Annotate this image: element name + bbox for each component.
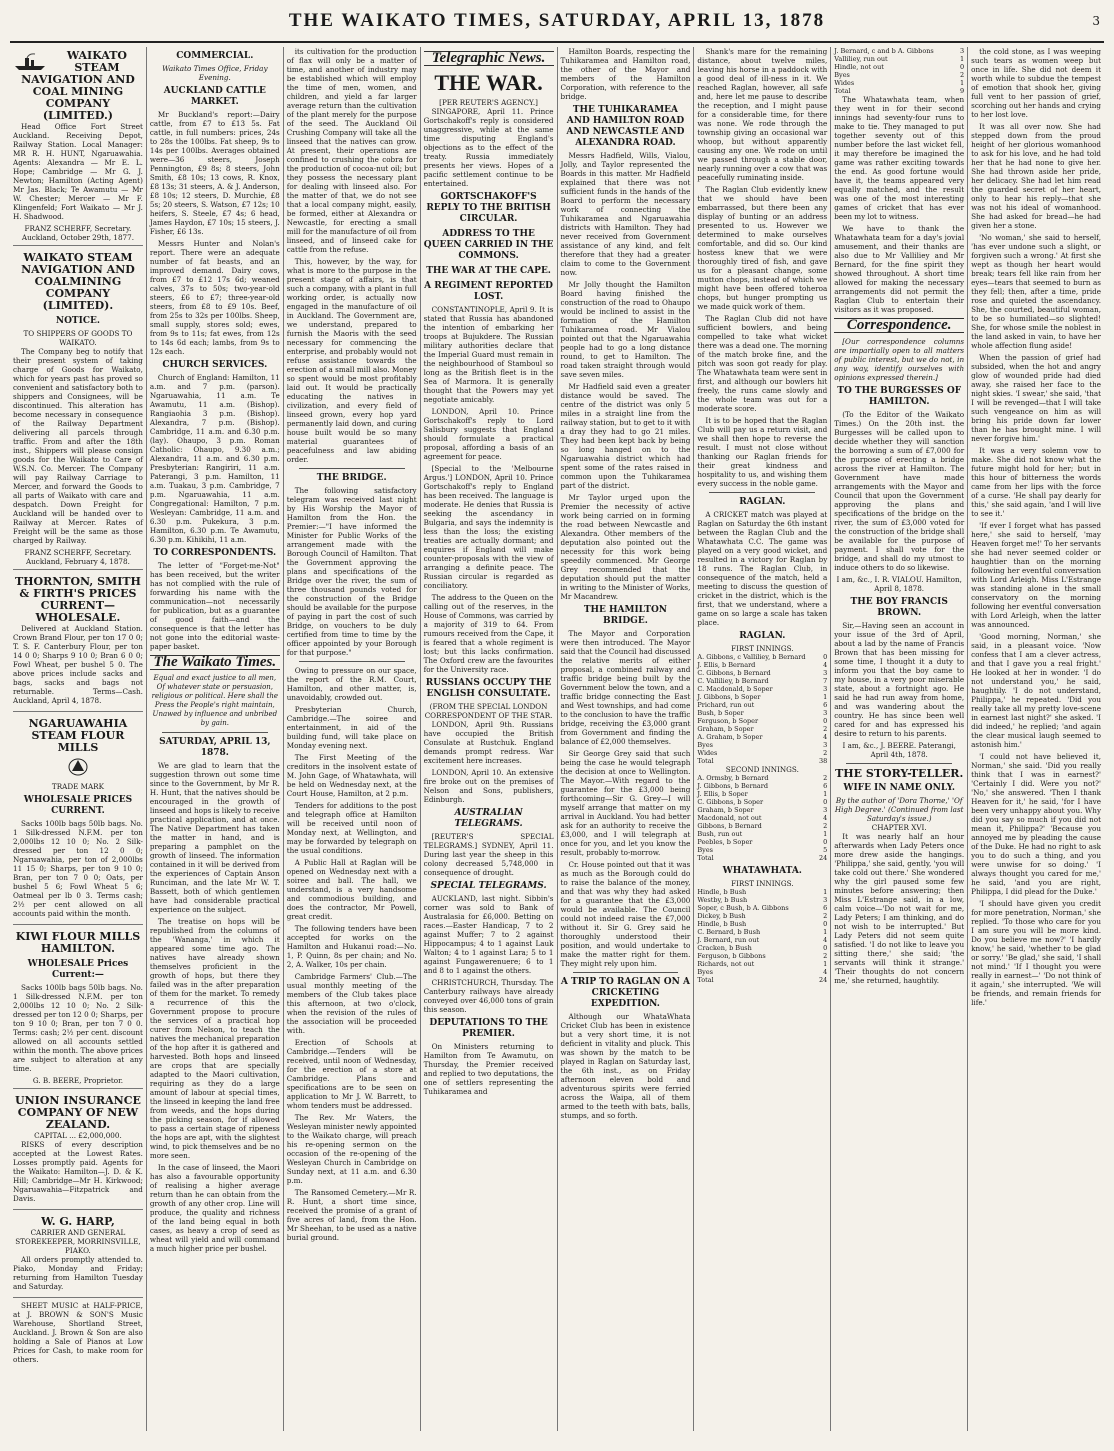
- column-5: [558, 47, 695, 1431]
- article-paragraph: LONDON, April 10. Prince Gortschakoff's reply to Lord Salisbury suggests that England should formulate a practical proposal, affording a basis of an agreement for peace.: [423, 407, 554, 461]
- story-paragraph: It was nearly half an hour afterwards when Lady Peters once more drew aside the hangings. 'Philippa,' she said, gently, 'you will take cold out there.' She wondered why the girl paused some few minutes before answering; then Miss L'Estrange said, in a low, calm voice—'Do not wait for me, Lady Peters; I am thinking, and do not wish to be interrupted.' But Lady Peters did not seem quite satisfied. 'I do not like to leave you sitting there,' she said; 'the servants will think it strange.' 'Their thoughts do not concern me,' she returned, haughtily.: [834, 832, 965, 985]
- batsman: Dickey, b Bush: [697, 912, 746, 920]
- letter-paragraph: (To the Editor of the Waikato Times.) On the 20th inst. the Burgesses will be called upon to decide whether they will sanction the borrowing a sum of £7,000 for the purpose of erecting a bridge across the river at Hamilton. The Government have made arrangements with the Mayor and Council that upon the Government approving the plans and specifications of the bridge on the river, the sum of £3,000 voted for the construction of the bridge shall be available for the purpose of payment. I shall vote for the bridge, and shall do my utmost to induce others to do so likewise.: [834, 410, 965, 572]
- article-paragraph: Sir George Grey said that such being the case he would telegraph the decision at once to Wellington. The Mayor.—With regard to the guarantee for the £3,000 being forthcoming—Sir G. Grey—I will myself arrange that matter on my arrival in Auckland. You had better ask for an authority to receive the £3,000, and I will telegraph at once for you, and let you know the result, probably to-morrow.: [560, 749, 691, 857]
- batsman: Valliliey, run out: [834, 55, 888, 63]
- batsman: Peebles, b Soper: [697, 838, 753, 846]
- ad-body: Head Office Fort Street Auckland. Receiving Depot, Railway Station. Local Manager: MR R. H. HUNT, Ngaruawahia. Agents: Alexandra — Mr E. L. Hope; Cambridge — Mr G. J. Newton; Hamilton (Acting Agent) Mr Jas. Black; Te Awamutu — Mr W. Chester; Mercer — Mr F. Klingenfeld; Fort Waikato — Mr J. H. Shadwood.: [13, 122, 143, 221]
- correspondence-heading: Correspondence.: [834, 318, 964, 333]
- runs: 2: [823, 952, 828, 960]
- batsman: Ferguson, b Gibbons: [697, 952, 766, 960]
- divider: [299, 661, 405, 662]
- ad-subtitle: TO SHIPPERS OF GOODS TO WAIKATO.: [23, 329, 133, 347]
- batsman: Byes: [834, 71, 850, 79]
- batsman: C. Gibbons, b Bernard: [697, 669, 771, 677]
- section-heading: THE BRIDGE.: [316, 473, 387, 483]
- article-paragraph: CHRISTCHURCH, Thursday. The Canterbury railways have already conveyed over 46,000 tons of grain this season.: [423, 978, 554, 1014]
- article-paragraph: Church of England: Hamilton, 11 a.m. and 7 p.m. (parson). Ngaruawahia, 11 a.m. Te Awamutu, 11 a.m. (Bishop). Rangiaohia 3 p.m. (Bishop). Alexandra, 7 p.m. (Bishop). Cambridge, 11 a.m. and 6.30 p.m. (lay). Ohaupo, 3 p.m. Roman Catholic: Ohaupo, 9.30 a.m.; Alexandra, 11 a.m. and 6.30 p.m. Presbyterian: Rangiriri, 11 a.m. Paterangi, 3 p.m. Hamilton, 11 a.m. Tuakau, 3 p.m. Cambridge, 7 p.m. Ngaruawahia, 11 a.m. Congregational: Hamilton, 7 p.m. Wesleyan: Cambridge, 11 a.m. and 6.30 p.m. Pukekura, 3 p.m. Hamilton, 6.30 p.m. Te Awamutu, 6.30 p.m. Kihikihi, 11 a.m.: [149, 373, 280, 544]
- agency-line: [PER REUTER'S AGENCY.]: [439, 98, 538, 107]
- score-row: [697, 806, 827, 814]
- ad-signature: FRANZ SCHERFF, Secretary. Auckland, October 29th, 1877.: [21, 224, 134, 242]
- column-3: [284, 47, 421, 1431]
- column-1: [10, 47, 147, 1431]
- runs: 3: [823, 741, 828, 749]
- batsman: J. Ellis, b Soper: [697, 790, 748, 798]
- column-8: [968, 47, 1104, 1431]
- score-row: [697, 782, 827, 790]
- runs: 3: [823, 896, 828, 904]
- score-row: [697, 854, 827, 862]
- column-7: [831, 47, 968, 1431]
- news-item: Tenders for additions to the post and telegraph office at Hamilton will be received until noon of Monday next, at Wellington, and may be forwarded by telegraph on the usual conditions.: [286, 801, 417, 855]
- runs: 38: [818, 757, 828, 765]
- score-row: [834, 87, 964, 95]
- runs: 0: [959, 63, 965, 71]
- article-paragraph: AUCKLAND, last night. Sibbin's corner was sold to Bank of Australasia for £6,000. Betting on races.—Easter Handicap, 7 to 2 against Muffer; 7 to 2 against Hippocampus; 4 to 1 against Lauk Walton; 4 to 1 against Lara; 5 to 1 against Fungawerenuere; 6 to 1 and 8 to 1 against the others.: [423, 894, 554, 975]
- batsman: Prichard, run out: [697, 701, 755, 709]
- batsman: Ferguson, b Soper: [697, 717, 759, 725]
- runs: 0: [823, 717, 828, 725]
- ad-title: UNION INSURANCE COMPANY OF NEW ZEALAND.: [15, 1094, 141, 1131]
- article-paragraph: Messrs Hadfield, Wills, Vialou, Jolly, and Taylor represented the Boards in this matter. Mr Hadfield explained that there was not sufficient funds in the hands of the Board to perform the necessary work of connecting the Tuhikaramea and Ngaruawahia districts with Hamilton. They had never received from Government assistance of any kind, and felt therefore that they had a greater claim to come to the Government now.: [560, 151, 691, 277]
- score-row: [697, 896, 827, 904]
- news-item: A Public Hall at Raglan will be opened on Wednesday next with a soiree and ball. The hall, we understand, is a very handsome and commodious building, and does the contractor, Mr Powell, great credit.: [286, 858, 417, 921]
- article-paragraph: CONSTANTINOPLE, April 9. It is stated that Russia has abandoned the intention of embarking her troops at Bujukdere. The Russian military authorities declare that the Imperial Guard must remain in the neighbourhood of Stamboul so long as the British fleet is in the Sea of Marmora. It is generally thought that the Powers may yet negotiate amicably.: [423, 305, 554, 404]
- runs: 0: [823, 944, 828, 952]
- section-heading: RAGLAN.: [739, 497, 786, 507]
- runs: 3: [823, 709, 828, 717]
- column-4: [421, 47, 558, 1431]
- innings-label: FIRST INNINGS.: [731, 879, 794, 888]
- scoreboard-raglan-second: [697, 774, 827, 862]
- batsman: J. Ellis, b Bernard: [697, 661, 756, 669]
- masthead-title: THE WAIKATO TIMES, SATURDAY, APRIL 13, 1878: [288, 10, 826, 31]
- ad-body: Sacks 100lb bags 50lb bags. No. 1 Silk-dressed N.F.M. per ton 2,000lbs 12 10 0; No. 2 Silk-dressed per ton 12 0 0; Sharps, per ton 9 10 0; Bran, per ton 7 0 0. Terms: cash; 2½ per cent. discount allowed on all accounts settled within the month. The above prices are subject to alteration at any time.: [13, 983, 143, 1073]
- batsman: Cracken, b Bush: [697, 944, 752, 952]
- runs: 1: [823, 830, 828, 838]
- story-paragraph: 'I should have given you credit for more penetration, Norman,' she replied. 'To those who care for you I am sure you will be more kind. Do you believe me now?' 'I hardly know,' he said, 'whether to be glad or sorry.' 'Be glad,' she said, 'I shall not mind.' 'If I thought you were really in earnest—' 'Do not think of it again,' she interrupted. 'We will be friends, and remain friends for life.': [971, 899, 1101, 1007]
- news-item: The following tenders have been accepted for works on the Hamilton and Hukanui road:—No. 1, P. Quinn, 8s per chain; and No. 2, A. Walker, 10s per chain.: [286, 924, 417, 969]
- runs: 4: [823, 968, 828, 976]
- batsman: A. Ormsby, b Bernard: [697, 774, 769, 782]
- article-paragraph: Although our WhataWhata Cricket Club has been in existence but a very short time, it is not deficient in vitality and pluck. This was shown by the match to be played in Raglan on Saturday last, the 6th inst., as on Friday afternoon eleven bold and adventurous spirits were ferried across the Waipa, all of them armed to the teeth with bats, balls, stumps, and so forth.: [560, 1012, 691, 1120]
- score-row: [697, 749, 827, 757]
- batsman: Westby, b Bush: [697, 896, 748, 904]
- score-row: [697, 701, 827, 709]
- article-paragraph: The address to the Queen on the calling out of the reserves, in the House of Commons, was carried by a majority of 319 to 64. From rumours received from the Cape, it is feared that a whole regiment is lost; but this lacks confirmation. The Oxford crew are the favourites for the University race.: [423, 593, 554, 674]
- runs: 6: [823, 701, 828, 709]
- ad-notice: NOTICE.: [55, 316, 100, 326]
- ad-subtitle: CARRIER AND GENERAL STOREKEEPER, MORRINSVILLE, PIAKO.: [15, 1228, 141, 1255]
- batsman: Total: [697, 854, 714, 862]
- ad-title: WAIKATO STEAM NAVIGATION AND COAL MINING COMPANY (LIMITED.): [21, 49, 135, 122]
- batsman: C. Valliliey, b Bernard: [697, 677, 769, 685]
- runs: 3: [823, 806, 828, 814]
- innings-label: SECOND INNINGS.: [725, 765, 799, 774]
- runs: 3: [823, 669, 828, 677]
- article-paragraph: The Mayor and Corporation were then introduced. The Mayor said that the Council had discussed the relative merits of either proposal, a combined railway and traffic bridge being built by the Government below the town, and a traffic bridge connecting the East and West townships, and had come to the conclusion to have the traffic bridge, receiving the £3,000 grant from Government and finding the balance of £2,000 themselves.: [560, 629, 691, 746]
- ad-subtitle: WHOLESALE PRICES CURRENT.: [23, 795, 133, 816]
- runs: 0: [823, 920, 828, 928]
- column-2: [147, 47, 284, 1431]
- score-row: [697, 725, 827, 733]
- batsman: Hindle, b Bush: [697, 888, 747, 896]
- section-heading: SPECIAL TELEGRAMS.: [430, 881, 547, 891]
- ad-steam-navigation: [13, 47, 143, 246]
- news-item: Cambridge Farmers' Club.—The usual monthly meeting of the members of the Club takes place this afternoon, at two o'clock, when the revision of the rules of the association will be proceeded with.: [286, 972, 417, 1035]
- scoreboard-heading: RAGLAN.: [739, 631, 786, 641]
- batsman: C. Gibbons, b Soper: [697, 798, 764, 806]
- story-paragraph: 'Good morning, Norman,' she said, in a pleasant voice. 'Now confess that I am a clever actress, and that I gave you a real fright.' He looked at her in wonder. 'I do not understand you,' he said, haughtily. 'I do not understand, Philippa,' he repeated. 'Did you really take all my pretty love-scene in earnest last night?' she asked. 'I did indeed,' he replied; 'and again the clear musical laugh seemed to astonish him.': [971, 632, 1101, 749]
- score-row: [697, 904, 827, 912]
- editorial-dateline: SATURDAY, APRIL 13, 1878.: [159, 737, 271, 758]
- scoreboard-raglan-first: [697, 653, 827, 765]
- article-paragraph: The Whatawhata team, when they went in for their second innings had seventy-four runs to make to tie. They managed to put together seventy out of this number before the last wicket fell, it may therefore be imagined the game was rather exciting towards the end. As good fortune would have it, the teams appeared very equally matched, and the result was one of the most interesting games of cricket that has ever been my lot to witness.: [834, 95, 965, 221]
- score-row: [697, 653, 827, 661]
- ad-kiwi-mills: [13, 928, 143, 1089]
- section-heading: RUSSIANS OCCUPY THE ENGLISH CONSULTATE.: [425, 678, 552, 699]
- batsman: Macdonald, not out: [697, 814, 762, 822]
- score-row: [834, 79, 964, 87]
- letter-signature: I am, &c., J. BEERE. Paterangi, April 4th, 1878.: [842, 741, 956, 759]
- news-item: The First Meeting of the creditors in the insolvent estate of M. John Gage, of Whatawhata, will be held on Wednesday next, at the Court House, Hamilton, at 2 p.m.: [286, 753, 417, 798]
- runs: 0: [823, 798, 828, 806]
- ad-title: NGARUAWAHIA STEAM FLOUR MILLS: [28, 717, 128, 754]
- news-item: The Ransomed Cemetery.—Mr R. R. Hunt, a short time since, received the promise of a grant of five acres of land, from the Hon. Mr Sheehan, to be used as a native burial ground.: [286, 1188, 417, 1242]
- article-paragraph: We have to thank the Whatawhata team for a day's jovial amusement, and their thanks are also due to Mr Valliliey and Mr Bernard, for the fine spirit they showed throughout. A short time allowed for making the necessary arrangements did not permit the Raglan Club to entertain their visitors as it was proposed.: [834, 224, 965, 314]
- score-row: [697, 838, 827, 846]
- runs: 1: [823, 888, 828, 896]
- scoreboard-whatawhata-second: [834, 47, 964, 95]
- batsman: Graham, b Soper: [697, 806, 754, 814]
- batsman: J. Bernard, c and b A. Gibbons: [834, 47, 934, 55]
- batsman: Byes: [697, 846, 714, 854]
- newspaper-page: [10, 10, 1104, 1431]
- divider: [162, 732, 268, 733]
- ad-capital: CAPITAL ... £2,000,000.: [34, 1131, 122, 1140]
- batsman: Bush, b Soper: [697, 709, 744, 717]
- score-row: [697, 685, 827, 693]
- runs: 1: [823, 960, 828, 968]
- runs: 0: [823, 653, 828, 661]
- score-row: [697, 757, 827, 765]
- batsman: Wides: [697, 749, 718, 757]
- letter-signature: I am, &c., I. R. VIALOU. Hamilton, April 8, 1878.: [836, 575, 962, 593]
- story-paragraph: When the passion of grief had subsided, when the hot and angry glow of wounded pride had died away, she raised her face to the night skies. 'I swear,' she said, 'that I will be revenged—that I will take such vengeance on him as will bring his pride down far lower than he has brought mine. I will never forgive him.': [971, 353, 1101, 443]
- score-row: [697, 960, 827, 968]
- runs: 4: [823, 936, 828, 944]
- news-item: The Rev. Mr Waters, the Wesleyan minister newly appointed to the Waikato charge, will preach his re-opening sermon on the occasion of the re-opening of the Wesleyan Church in Cambridge on Sunday next, at 11 a.m. and 6.30 p.m.: [286, 1113, 417, 1185]
- score-row: [697, 936, 827, 944]
- runs: 4: [823, 814, 828, 822]
- ad-carrier: [13, 1213, 143, 1298]
- score-row: [697, 912, 827, 920]
- score-row: [697, 661, 827, 669]
- runs: 2: [823, 749, 828, 757]
- article-paragraph: The letter of "Forget-me-Not" has been received, but the writer has not complied with the rule of forwarding his name with the communication—not necessarily for publication, but as a guarantee of good faith—and the consequence is that the letter has not gone into the editorial waste-paper basket.: [149, 561, 280, 651]
- runs: 2: [823, 822, 828, 830]
- article-paragraph: It is to be hoped that the Raglan Club will pay us a return visit, and we shall then hope to reverse the result. I must not close without thanking our Raglan friends for their great kindness and hospitality to us, and wishing them every success in the noble game.: [697, 416, 828, 488]
- section-heading: CHURCH SERVICES.: [162, 360, 268, 370]
- section-heading: A REGIMENT REPORTED LOST.: [424, 281, 553, 302]
- batsman: J. Bernard, run out: [697, 936, 760, 944]
- score-row: [834, 63, 964, 71]
- masthead: [10, 10, 1104, 43]
- steamship-icon: [13, 52, 47, 72]
- batsman: A. Gibbons, c Valliliey, b Bernard: [697, 653, 806, 661]
- section-heading: TO THE BURGESSES OF HAMILTON.: [837, 386, 962, 407]
- article-paragraph: Cr. House pointed out that it was as much as the Borough could do to raise the balance of the money, and that was why they had asked for a guarantee that the £3,000 would be available. The Council could not indeed raise the £7,000 without it. Sir G. Grey said he thoroughly understood their position, and would undertake to make the matter right for them. They might rely upon him.: [560, 860, 691, 968]
- article-paragraph: Messrs Hunter and Nolan's report. There were an adequate number of fat beasts, and an improved demand. Dairy cows, from £7 to £12 17s 6d; weaned calves, 37s to 50s; two-year-old steers, £6 to £7; three-year-old steers, from £8 to £9 10s. Beef, from 25s to 32s per 100lbs. Sheep, small supply, stores sold; ewes, from 9s to 11s; fat ewes, from 12s to 14s 6d each; lambs, from 9s to 12s each.: [149, 239, 280, 356]
- runs: 3: [959, 47, 965, 55]
- batsman: Byes: [697, 741, 714, 749]
- editorial-paragraph: In the case of linseed, the Maori has also a favourable opportunity of realising a higher average return than he can obtain from the growth of any other crop. Line will produce, the quality and richness of the land being equal in both cases, as heavy a crop of seed as wheat will yield and will command a much higher price per bushel.: [149, 1163, 280, 1253]
- ad-body: Sacks 100lb bags 50lb bags. No. 1 Silk-dressed N.F.M. per ton 2,000lbs 12 10 0; No. 2 Silk-dressed per ton 12 0 0; Ngaruawahia, per ton of 2,000lbs 11 15 0; Sharps, per ton 9 10 0; Bran, per ton 7 0 0; Oats, per bushel 5 6; Fowl Wheat 5 6; Oatmeal per lb 0 3. Terms cash; 2½ per cent allowed on all accounts paid within the month.: [13, 819, 143, 918]
- runs: 1: [959, 55, 965, 63]
- batsman: Richards, not out: [697, 960, 755, 968]
- article-paragraph: SINGAPORE, April 11. Prince Gortschakoff's reply is considered unaggressive, while at the same time disputing England's objections as to the effect of the treaty. Russia immediately presents her views. Hopes of a pacific settlement continue to be entertained.: [423, 107, 554, 188]
- batsman: Wides: [834, 79, 855, 87]
- ad-prices-current: [13, 573, 143, 712]
- story-title: WIFE IN NAME ONLY.: [843, 783, 956, 793]
- runs: 5: [823, 846, 828, 854]
- section-heading: DEPUTATIONS TO THE PREMIER.: [429, 1018, 548, 1039]
- runs: 6: [823, 904, 828, 912]
- section-heading: GORTSCHAKOFF'S REPLY TO THE BRITISH CIRCULAR.: [426, 192, 551, 224]
- score-row: [697, 928, 827, 936]
- story-paragraph: It was all over now. She had stepped down from the proud height of her glorious womanhood to ask for his love, and he had told her that he had none to give her. She had thrown aside her pride, her delicacy. She had let him read the guarded secret of her heart, only to hear his reply—that she was not his ideal of womanhood. She had asked for bread—he had given her a stone.: [971, 122, 1101, 230]
- article-paragraph: The following satisfactory telegram was received last night by His Worship the Mayor of Hamilton from the Hon. the Premier:—"I have informed the Minister for Public Works of the arrangement made with the Borough Council of Hamilton. That the Government approving the plans and specifications of the Bridge over the river, the sum of three thousand pounds voted for the construction of the Bridge should be available for the purpose of paying in part the cost of such Bridge, on vouchers to be duly certified from time to time by the officer appointed by your Borough for that purpose.": [286, 486, 417, 657]
- section-heading: THE WAR AT THE CAPE.: [426, 266, 551, 276]
- score-row: [697, 790, 827, 798]
- batsman: Total: [697, 757, 714, 765]
- section-heading: THE BOY FRANCIS BROWN.: [850, 597, 948, 618]
- editorial-masthead: The Waikato Times.: [150, 655, 280, 670]
- story-paragraph: 'If ever I forget what has passed here,' she said to herself, 'may Heaven forget me!' To her servants she had never seemed colder or haughtier than on the morning following her eventful conversation with Lord Arleigh. Miss L'Estrange was standing alone in the small conservatory on the morning following her eventful conversation with Lord Arleigh, when the latter was announced.: [971, 521, 1101, 629]
- ad-body: Delivered at Auckland Station. Crown Brand Flour, per ton 17 0 0; T. S. F. Canterbury Flour, per ton 14 0 0; Sharps 9 10 0; Bran 6 0 0; Fowl Wheat, per bushel 5 0. The above prices include sacks and bags, sacks and bags not returnable. Terms—Cash. Auckland, April 4, 1878.: [13, 624, 143, 705]
- runs: 2: [959, 71, 965, 79]
- section-heading: ADDRESS TO THE QUEEN CARRIED IN THE COMMONS.: [423, 229, 554, 261]
- score-row: [697, 846, 827, 854]
- runs: 7: [823, 677, 828, 685]
- ad-title: KIWI FLOUR MILLS HAMILTON.: [15, 930, 141, 955]
- story-byline: By the author of 'Dora Thorne,' 'Of High Degree.' (Continued from last Saturday's issue.): [834, 796, 964, 823]
- story-paragraph: 'I could not have believed it, Norman,' she said. 'Did you really think that I was in earnest?' 'Certainly I did. Were you not?' 'No,' she answered. 'Then I thank Heaven for it,' he said, 'for I have been very unhappy about you. Why did you say so much if you did not mean it, Philippa?' 'Because you annoyed me by pleading the cause of the Duke. He had no right to ask you to do such a thing, and you were unwise for so doing.' 'I always thought you cared for me,' he said, 'and you are right, Philippa, I did plead for the Duke.': [971, 752, 1101, 896]
- runs: 24: [818, 854, 828, 862]
- ad-title: THORNTON, SMITH & FIRTH'S PRICES CURRENT—WHOLESALE.: [14, 575, 141, 624]
- chapter-heading: CHAPTER XVI.: [871, 823, 927, 832]
- article-paragraph: On Ministers returning to Hamilton from Te Awamutu, on Thursday, the Premier received and replied to two deputations, the one of settlers representing the Tuhikaramea and: [423, 1042, 554, 1096]
- news-item: Erection of Schools at Cambridge.—Tenders will be received, until noon of Wednesday, for the erection of a store at Cambridge. Plans and specifications are to be seen on application to Mr J. W. Barrett, to whom tenders must be addressed.: [286, 1038, 417, 1110]
- section-subheading: Waikato Times Office, Friday Evening.: [162, 64, 268, 82]
- trade-mark-label: TRADE MARK: [51, 782, 104, 791]
- score-row: [834, 71, 964, 79]
- score-row: [697, 968, 827, 976]
- score-row: [697, 888, 827, 896]
- telegraphic-news-heading: Telegraphic News.: [424, 51, 554, 66]
- ad-title: WAIKATO STEAM NAVIGATION AND COALMINING COMPANY (LIMITED).: [21, 251, 135, 312]
- batsman: Byes: [697, 968, 714, 976]
- article-paragraph: its cultivation for the production of flax will only be a matter of time, and another of industry may be established which will employ the time of men, women, and children, and yield a far larger average return than the cultivation of the plant merely for the purpose of the seed. The Auckland Oil Crushing Company will take all the linseed that the natives can grow. At present, their operations are confined to crushing the cobra for the production of cocoa-nut oil; but they possess the necessary plant for dealing with linseed also. For the matter of that, we do not see that a local company might, easily, be formed, either at Alexandra or Newcastle, for erecting a small mill for the manufacture of oil from linseed, and of linseed cake for cattle from the refuse.: [286, 47, 417, 254]
- article-paragraph: LONDON, April 10. An extensive fire broke out on the premises of Nelson and Sons, publishers, Edinburgh.: [423, 768, 554, 804]
- article-paragraph: [REUTER'S SPECIAL TELEGRAMS.] SYDNEY, April 11. During last year the sheep in this colony decreased 5,748,000 in consequence of drought.: [423, 832, 554, 877]
- ad-body: The Company beg to notify that their present system of taking charge of Goods for Waikato, which for years past has proved so convenient and satisfactory both to shippers and Consignees, will be discontinued. This alteration has become necessary in consequence of the Railway Department delivering all parcels through traffic. From and after the 18th inst., Shippers will please consign goods for the Waikato to Care of W.S.N. Co. Mercer. The Company will pay Railway Carriage to Mercer, and forward the Goods to all parts of Waikato with care and despatch. Down Freight for Auckland will be handed over to Railway at Mercer. Rates of Freight will be the same as those charged by Railway.: [13, 347, 143, 545]
- article-paragraph: Shank's mare for the remaining distance, about twelve miles, leaving his horse in a paddock with a good deal of ill-ness in it. We reached Raglan, however, all safe and, here let me pause to describe the reception, and I might pause for a considerable time, for there was none. We rode through the township giving an occasional war whoop, but without apparently causing any one. We rode on until we passed through a stable door, nearly running over a cow that was peacefully ruminating inside.: [697, 47, 828, 182]
- score-row: [697, 920, 827, 928]
- runs: 24: [818, 976, 828, 984]
- divider: [709, 492, 815, 493]
- batsman: Hindle, not out: [834, 63, 884, 71]
- column-6: [694, 47, 831, 1431]
- score-row: [697, 693, 827, 701]
- section-subheading: (FROM THE SPECIAL LONDON CORRESPONDENT OF THE STAR.: [424, 702, 553, 720]
- runs: 4: [823, 733, 828, 741]
- trade-mark-icon: [13, 756, 143, 780]
- score-row: [697, 822, 827, 830]
- batsman: Hindle, b Bush: [697, 920, 747, 928]
- batsman: Graham, b Soper: [697, 725, 754, 733]
- article-paragraph: The Raglan Club did not have sufficient bowlers, and being compelled to take what wicket there was a dead one. The morning of the match broke fine, and the pitch was soon got ready for play. The Whatawhata team were sent in first, and although our bowlers hit freely, the runs came slowly and the whole team was out for a moderate score.: [697, 314, 828, 413]
- section-heading: THE TUHIKARAMEA AND HAMILTON ROAD AND NEWCASTLE AND ALEXANDRA ROAD.: [566, 105, 685, 148]
- score-row: [834, 55, 964, 63]
- batsman: J. Gibbons, b Bernard: [697, 782, 769, 790]
- score-row: [697, 944, 827, 952]
- runs: 6: [823, 782, 828, 790]
- runs: 1: [823, 790, 828, 798]
- runs: 1: [823, 693, 828, 701]
- score-row: [697, 814, 827, 822]
- score-row: [697, 717, 827, 725]
- article-paragraph: Mr Jolly thought the Hamilton Board having finished the construction of the road to Ohaupo would be inclined to assist in the formation of the Hamilton Tuhikaramea road. Mr Vialou pointed out that the Ngaruawahia people had to go a long distance round, to get to Hamilton. The road taken straight through would save seven miles.: [560, 280, 691, 379]
- score-row: [697, 677, 827, 685]
- motto: Equal and exact justice to all men, Of whatever state or persuasion, religious or political. Here shall the Press the People's right maintain, Unawed by influence and unbribed by gain.: [151, 674, 279, 727]
- score-row: [697, 741, 827, 749]
- runs: 9: [959, 87, 965, 95]
- divider: [299, 468, 405, 469]
- editorial-paragraph: The treatise on hops will be republished from the columns of the 'Wananga,' in which it appeared some time ago. The natives have already shown themselves proficient in the growth of hops, but there they failed was in the after preparation of them for the market. To remedy a recurrence of this the Government propose to procure the services of a practical hop curer from Nelson, to teach the natives the mechanical preparation of the hop after it is gathered and harvested. Both hops and linseed are crops that are specially adapted to the Maori cultivation, requiring as they do a large amount of labour at special times, the linseed in keeping the land free from weeds, and the hops during the picking season, for if allowed to pass a certain stage of ripeness the hops are apt, with the slightest wind, to pick themselves and be no more seen.: [149, 917, 280, 1160]
- ad-flour-mills: [13, 715, 143, 925]
- article-paragraph: Hamilton Boards, respecting the Tuhikaramea and Hamilton road, the other of the Mayor and members of the Hamilton Corporation, with reference to the bridge.: [560, 47, 691, 101]
- runs: 4: [823, 661, 828, 669]
- letter-paragraph: Sir,—Having seen an account in your issue of the 3rd of April, about a lad by the name of Francis Brown that has been missing for some time, I thought it a duty to inform you that the boy came to my house, in a very poor miserable state, about a fortnight ago. He said he had run away from home, and was wandering about the country. He has since been well cared for and has expressed his desire to return to his parents.: [834, 621, 965, 738]
- score-row: [697, 709, 827, 717]
- article-paragraph: Mr Taylor urged upon the Premier the necessity of active work being carried on in forming the road between Newcastle and Alexandra. Other members of the deputation also pointed out the necessity for this work being speedily commenced. Mr George Grey recommended that the deputation should put the matter in writing to the Minister of Works, Mr Macandrew.: [560, 493, 691, 601]
- article-paragraph: Mr Buckland's report:—Dairy cattle, from £7 to £13 5s. Fat cattle, in full numbers: prices, 24s to 28s the 100lbs. Fat sheep, 9s to 14s per 100lbs. Averages obtained were—36 steers, Joseph Pennington, £9 8s; 8 steers, John Smith, £8 10s; 13 cows, R. Knox, £8 13s; 31 steers, A. & J. Anderson, £8 10s; 12 steers, D. Murchie, £8 5s; 20 steers, S. Watson, £7 12s; 10 heifers, S. Steele, £7 4s; 6 head, James Haydon, £7 10s; 15 steers, J. Fisher, £6 13s.: [149, 110, 280, 236]
- article-paragraph: A CRICKET match was played at Raglan on Saturday the 6th instant between the Raglan Club and the Whatawhata C.C. The game was played on a very good wicket, and resulted in a victory for Raglan by 18 runs. The Raglan Club, in consequence of the match, held a meeting to discuss the question of cricket in the district, which is the first, that we understand, where a game on so large a scale has taken place.: [697, 510, 828, 627]
- section-heading: A TRIP TO RAGLAN ON A CRICKETING EXPEDITION.: [560, 977, 690, 1009]
- batsman: J. Gibbons, b Soper: [697, 693, 761, 701]
- runs: 2: [823, 725, 828, 733]
- story-teller-heading: THE STORY-TELLER.: [835, 767, 964, 780]
- article-paragraph: [Special to the 'Melbourne Argus.'] LONDON, April 10. Prince Gortschakoff's reply to England has been received. The language is moderate. He denies that Russia is seeking the ascendancy in Bulgaria, and says the indemnity is less than the loss; the existing treaties are actually dormant; and enquires if England will make counter-proposals with the view of arranging a definite peace. The Russian circular is regarded as conciliatory.: [423, 464, 554, 590]
- divider: [846, 763, 952, 764]
- score-row: [697, 733, 827, 741]
- section-heading: THE HAMILTON BRIDGE.: [583, 605, 668, 626]
- runs: 3: [823, 685, 828, 693]
- columns: [10, 47, 1104, 1431]
- editorial-note: [Our correspondence columns are impartially open to all matters of public interest, but we do not, in any way, identify ourselves with opinions expressed therein.]: [834, 337, 965, 382]
- ad-title: W. G. HARP,: [41, 1215, 115, 1228]
- runs: 2: [823, 774, 828, 782]
- editorial-paragraph: We are glad to learn that the suggestion thrown out some time since to the Government, by Mr R. H. Hunt, that the natives should be encouraged in the growth of linseed and hops is likely to receive practical application, and at once. The Native Department has taken the matter in hand, and is preparing a pamphlet on the growth of linseed. The information contained in it will be derived from the experiences of Captain Anson Runciman, and the late Mr W. T. Bassett, both of which gentlemen have had considerable practical experience on the subject.: [149, 761, 280, 914]
- article-paragraph: Mr Hadfield said even a greater distance would be saved. The centre of the district was only 5 miles in a straight line from the railway station, but to get to it with a dray they had to go 21 miles. They had been kept back by being so long hanged on to the Ngaruawahia district which had spent some of the rates raised in common upon the Tuhikaramea part of the district.: [560, 382, 691, 490]
- scoreboard-heading: WHATAWHATA.: [722, 866, 802, 876]
- runs: 2: [823, 912, 828, 920]
- ad-sheet-music: SHEET MUSIC at HALF-PRICE, at J. BROWN & SON'S Music Warehouse, Shortland Street, Auckland. J. Brown & Son are also holding a Sale of Pianos at Low Prices for Cash, to make room for others.: [13, 1301, 143, 1364]
- innings-label: FIRST INNINGS.: [731, 644, 794, 653]
- ad-body: RISKS of every description accepted at the Lowest Rates. Losses promptly paid. Agents for the Waikato: Hamilton—J. D. & K. Hill; Cambridge—Mr H. Kirkwood; Ngaruawahia—Fitzpatrick and Davis.: [13, 1140, 143, 1203]
- score-row: [697, 669, 827, 677]
- batsman: Total: [697, 976, 714, 984]
- runs: 1: [823, 928, 828, 936]
- batsman: A. Graham, b Soper: [697, 733, 763, 741]
- batsman: Soper, c Bush, b A. Gibbons: [697, 904, 789, 912]
- batsman: C. Macdonald, b Soper: [697, 685, 773, 693]
- ad-steam-notice: [13, 249, 143, 570]
- batsman: Bush, run out: [697, 830, 743, 838]
- runs: 1: [959, 79, 965, 87]
- batsman: Gibbons, b Bernard: [697, 822, 762, 830]
- ad-signature: FRANZ SCHERFF, Secretary. Auckland, February 4, 1878.: [24, 548, 132, 566]
- story-paragraph: 'No woman,' she said to herself, 'has ever undone such a slight, or forgiven such a wrong.' At first she wept as though her heart would break; tears fell like rain from her eyes—tears that seemed to burn as they fell; then, after a time, pride rose and quieted the ascendancy. She, the courted, beautiful woman, to be so humiliated—so slighted! She, for whose smile the noblest in the land asked in vain, to have her whole affection flung aside!: [971, 233, 1101, 350]
- section-heading: TO CORRESPONDENTS.: [153, 548, 277, 558]
- section-heading: AUCKLAND CATTLE MARKET.: [163, 86, 266, 107]
- page-number: 3: [1092, 14, 1100, 28]
- story-paragraph: the cold stone, as I was weeping such tears as women weep but once in life. She did not deem it worth while to subdue the tempest of emotion that shook her, giving full vent to her passion of grief, scorching out her hands and crying to her lost love.: [971, 47, 1101, 119]
- score-row: [697, 830, 827, 838]
- score-row: [697, 798, 827, 806]
- news-item: Owing to pressure on our space, the report of the R.M. Court, Hamilton, and other matter, is, unavoidably, crowded out.: [286, 666, 417, 702]
- ad-signature: G. B. BEERE, Proprietor.: [32, 1076, 124, 1085]
- batsman: Total: [834, 87, 851, 95]
- ad-body: All orders promptly attended to. Piako, Monday and Friday; returning from Hamilton Tuesday and Saturday.: [13, 1255, 143, 1291]
- section-heading: AUSTRALIAN TELEGRAMS.: [454, 808, 523, 829]
- batsman: C. Bernard, b Bush: [697, 928, 761, 936]
- news-item: Presbyterian Church, Cambridge.—The soiree and entertainment, in aid of the building fund, will take place on Monday evening next.: [286, 705, 417, 750]
- score-row: [697, 774, 827, 782]
- story-paragraph: It was a very solemn vow to make. She did not know what the future might hold for her; but in this hour of bitterness the words came from her lips with the force of a curse. 'He shall pay dearly for this,' she said again, 'and I will live to see it.': [971, 446, 1101, 518]
- score-row: [697, 952, 827, 960]
- ad-subtitle: WHOLESALE Prices Current:—: [27, 959, 129, 980]
- scoreboard-whatawhata-first: [697, 888, 827, 984]
- article-paragraph: LONDON, April 9th. Russians have occupied the British Consulate at Rustchuk. England demands prompt redress. War excitement here increases.: [423, 720, 554, 765]
- article-paragraph: The Raglan Club evidently knew that we should have been embarrassed, but there been any display of bunting or an address presented to us. However we determined to make ourselves comfortable, and did so. Our kind hostess knew that we were thoroughly tired of fish, and gave us for a pleasant change, some mutton chops, instead of which we might have been offered toheroa chops, but hunger prompting us we made quick work of them.: [697, 185, 828, 311]
- section-heading: COMMERCIAL.: [176, 51, 254, 61]
- score-row: [834, 47, 964, 55]
- war-heading: THE WAR.: [434, 70, 543, 95]
- ad-insurance: [13, 1092, 143, 1210]
- divider: [573, 972, 679, 973]
- article-paragraph: This, however, by the way, for what is more to the purpose in the present stage of affairs, is that such a company, with a plant in full working order, is actually now engaged in the manufacture of oil in Auckland. The Government are, we understand, prepared to furnish the Maoris with the seed necessary for commencing the enterprise, and probably would not refuse assistance towards the erection of a small mill also. Money so spent would be most profitably laid out. It would be practically educating the natives in civilization, and every field of linseed grown, every hop yard permanently laid down, and curing house built would be so many material guarantees of peacefulness and law abiding order.: [286, 257, 417, 464]
- runs: 0: [823, 838, 828, 846]
- score-row: [697, 976, 827, 984]
